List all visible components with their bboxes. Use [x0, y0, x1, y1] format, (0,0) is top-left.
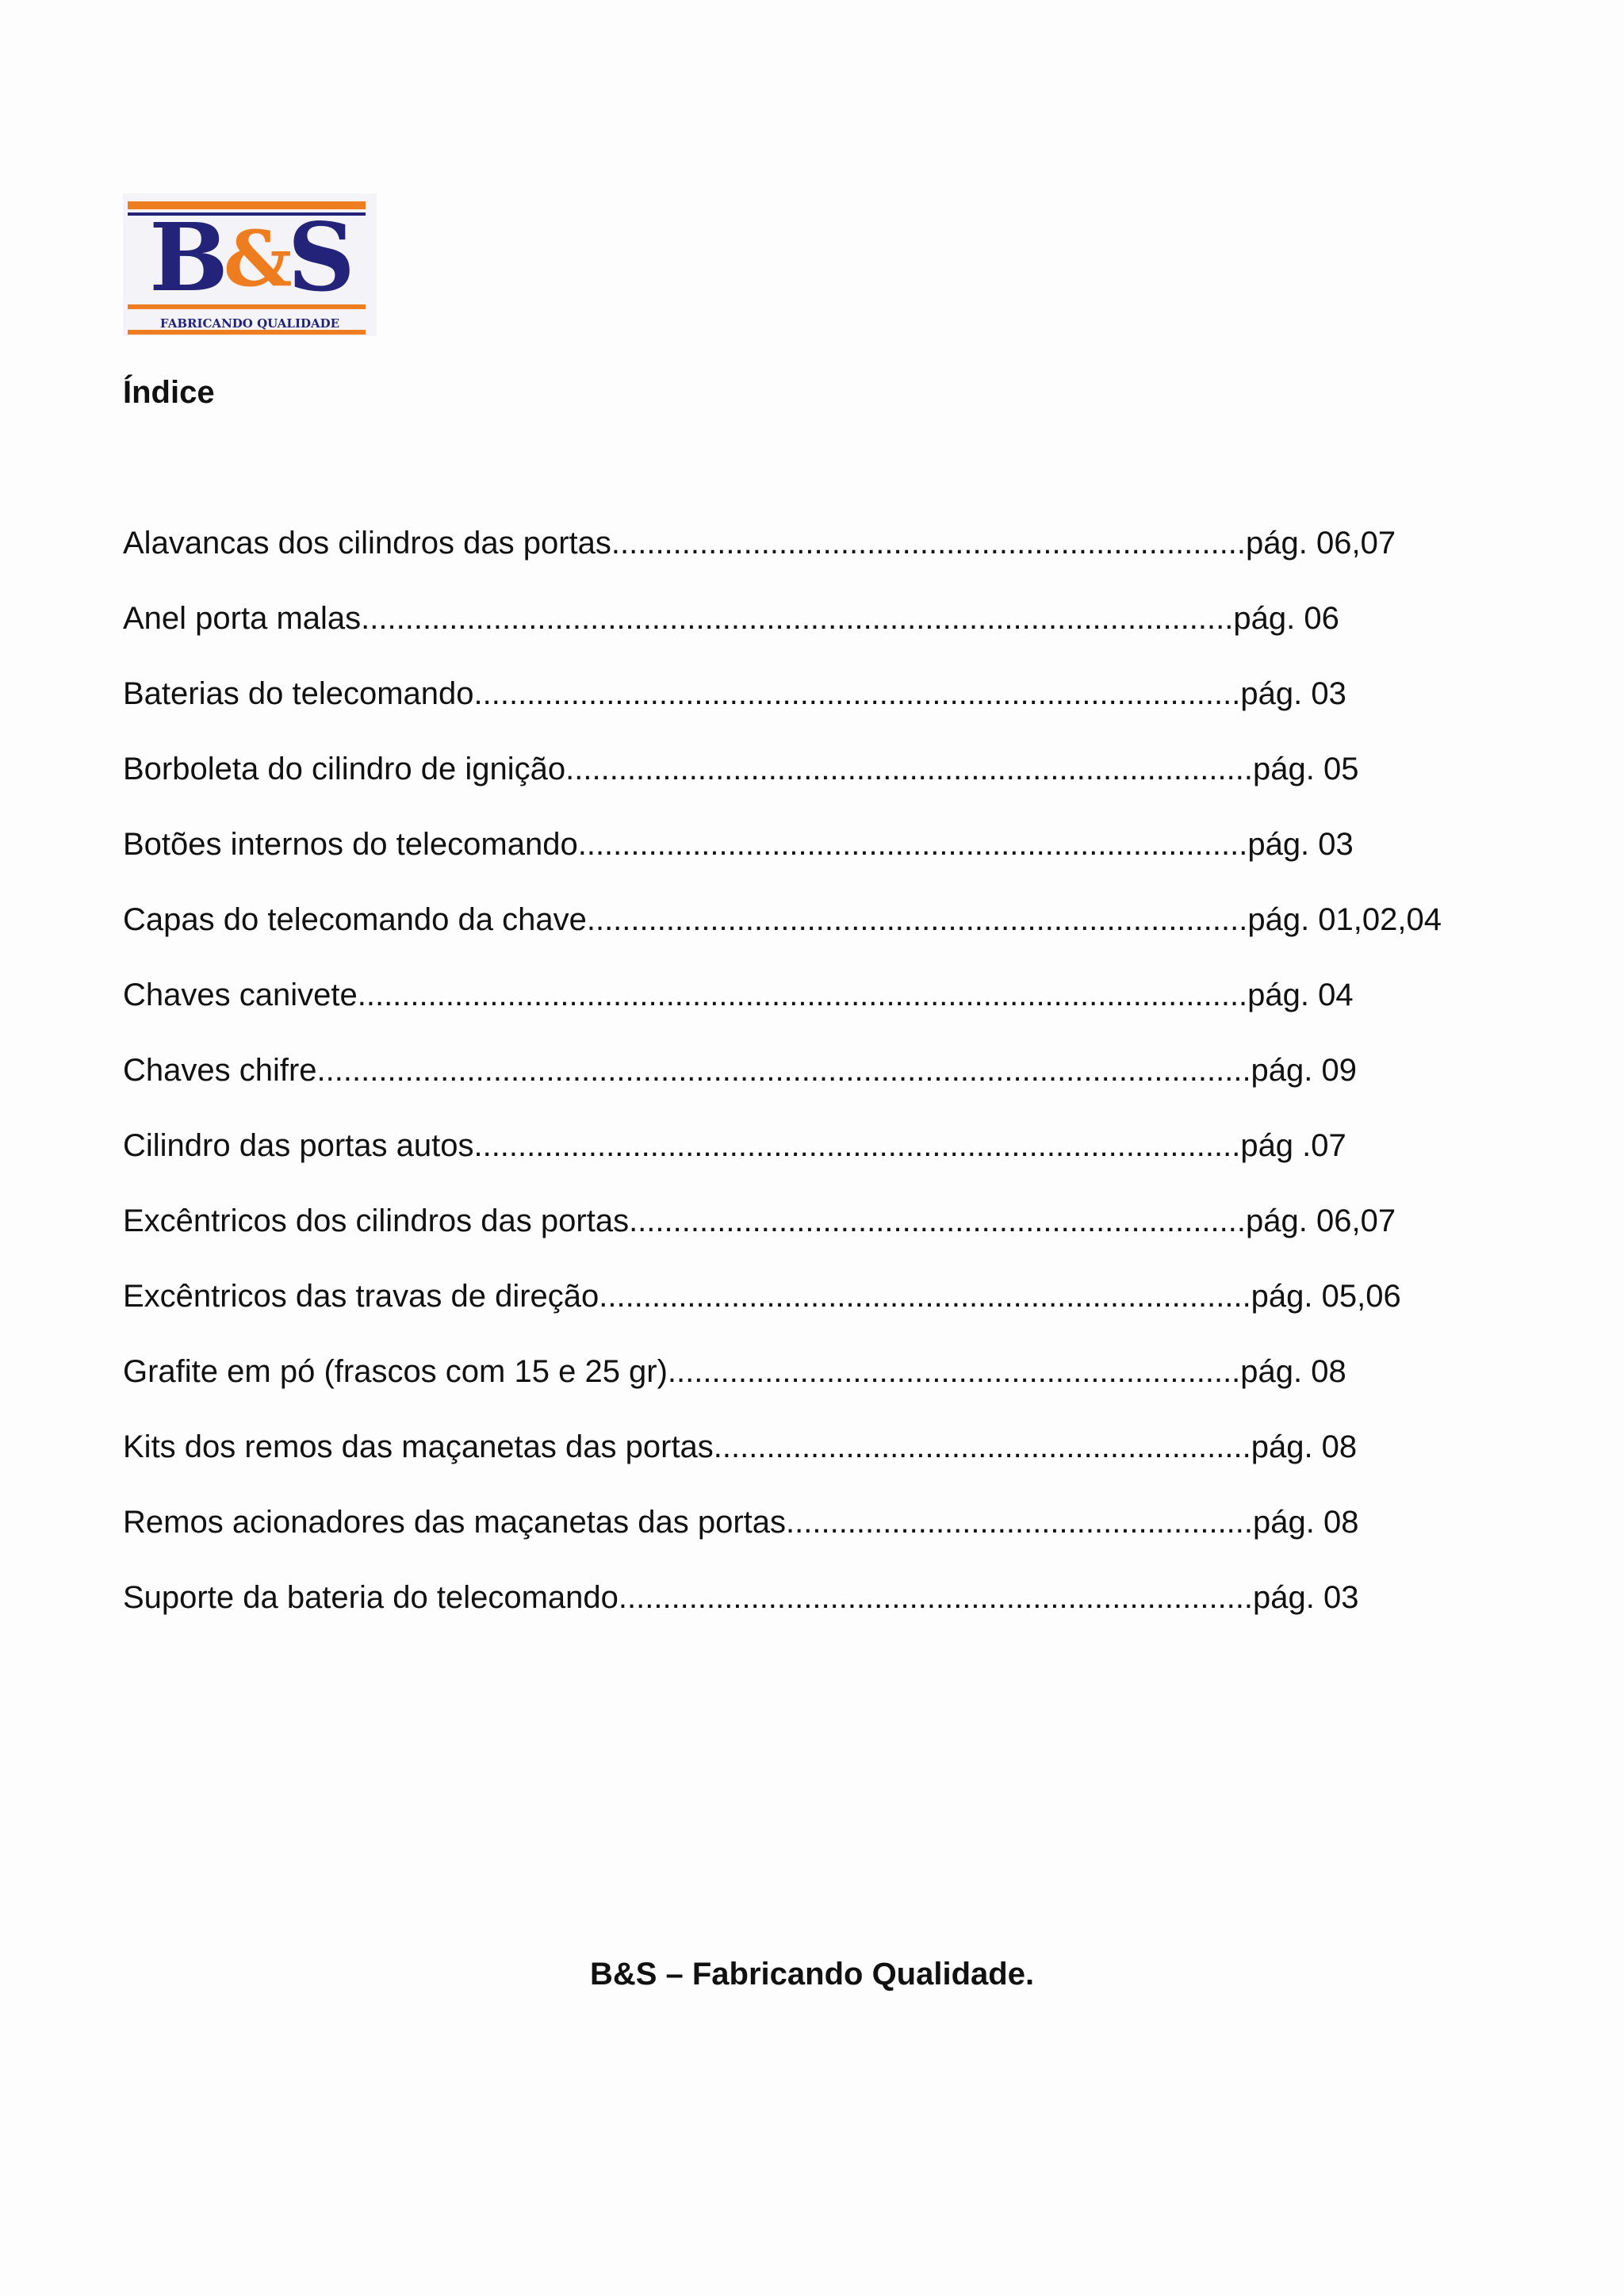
toc-entry: Kits dos remos das maçanetas das portas.............................................................pág. 08 [123, 1429, 1358, 1464]
logo-letter-b: B [149, 202, 224, 312]
logo-tagline: FABRICANDO QUALIDADE [159, 316, 340, 331]
logo-ampersand: & [223, 214, 288, 304]
toc-entry: Suporte da bateria do telecomando........................................................................pág. 03 [123, 1580, 1359, 1615]
logo-wordmark [123, 202, 377, 312]
toc-entry: Borboleta do cilindro de ignição..............................................................................pág. 05 [123, 752, 1359, 786]
toc-entry: Chaves canivete.....................................................................................................pág. 04 [123, 978, 1354, 1012]
toc-entry: Remos acionadores das maçanetas das portas.....................................................pág. 08 [123, 1505, 1359, 1540]
brand-logo [123, 193, 377, 336]
footer-slogan: B&S – Fabricando Qualidade. [589, 1957, 1035, 1992]
toc-entry: Alavancas dos cilindros das portas........................................................................pág. 06,07 [123, 526, 1396, 561]
toc-entry: Chaves chifre..........................................................................................................pág. 09 [123, 1053, 1358, 1088]
toc-entry: Botões internos do telecomando............................................................................pág. 03 [123, 827, 1354, 862]
toc-entry: Excêntricos dos cilindros das portas......................................................................pág. 06,07 [123, 1203, 1396, 1238]
toc-entry: Excêntricos das travas de direção..........................................................................pág. 05,06 [123, 1279, 1401, 1314]
logo-letter-s: S [287, 202, 350, 312]
page-title: Índice [123, 375, 215, 410]
table-of-contents [123, 522, 1487, 1651]
toc-entry: Baterias do telecomando.......................................................................................pág. 03 [123, 676, 1346, 711]
toc-entry: Cilindro das portas autos.......................................................................................pág .07 [123, 1128, 1346, 1163]
toc-entry: Capas do telecomando da chave...........................................................................pág. 01,02,04 [123, 902, 1442, 937]
toc-entry: Anel porta malas...................................................................................................pág. 06 [123, 601, 1339, 636]
toc-entry: Grafite em pó (frascos com 15 e 25 gr).................................................................pág. 08 [123, 1354, 1346, 1389]
